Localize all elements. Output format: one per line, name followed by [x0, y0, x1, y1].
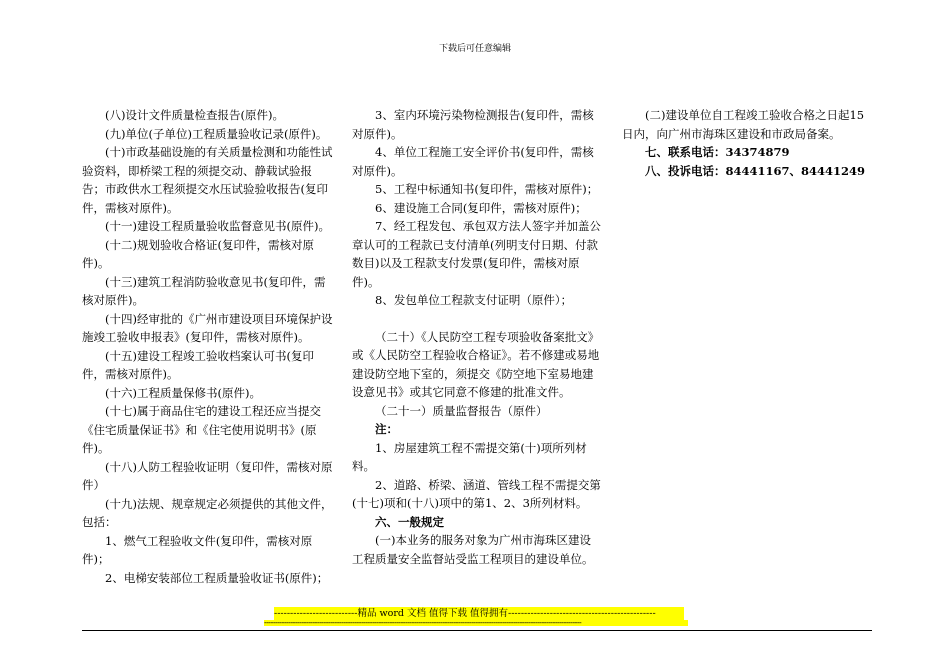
column-3 — [622, 106, 872, 180]
column-1 — [82, 106, 334, 587]
footer-watermark-line: --------------------------精品 word 文档 值得下载 值得拥有---------------------------------------------- — [274, 607, 684, 621]
note-label: 注： — [375, 422, 398, 436]
item-9: (九)单位(子单位)工程质量验收记录(原件)。 — [105, 126, 328, 141]
item-13: (十三)建筑工程消防验收意见书(复印件，需核对原件)。 — [82, 274, 326, 307]
contact-phone: 七、联系电话：34374879 — [645, 145, 790, 159]
note-2: 2、道路、桥梁、涵道、管线工程不需提交第(十七)项和(十八)项中的第1、2、3所列材料。 — [352, 477, 601, 510]
item-19-5: 5、工程中标通知书(复印件，需核对原件)； — [375, 182, 599, 196]
column-2 — [352, 106, 602, 568]
item-20: （二十）《人民防空工程专项验收备案批文》或《人民防空工程验收合格证》。若不修建或易地建设防空地下室的，须提交《防空地下室易地建设意见书》或其它同意不修建的批准文件。 — [352, 329, 600, 399]
item-16: (十六)工程质量保修书(原件)。 — [105, 385, 261, 400]
item-19-6: 6、建设施工合同(复印件，需核对原件)； — [375, 200, 587, 215]
item-18: (十八)人防工程验收证明（复印件，需核对原件） — [82, 459, 333, 492]
item-11: (十一)建设工程质量验收监督意见书(原件)。 — [105, 219, 330, 233]
item-19-1: 1、燃气工程验收文件(复印件，需核对原件)； — [82, 533, 313, 566]
item-12: (十二)规划验收合格证(复印件，需核对原件)。 — [82, 237, 314, 270]
item-19-2: 2、电梯安装部位工程质量验收证书(原件)； — [105, 570, 329, 585]
item-19-8: 8、发包单位工程款支付证明（原件）； — [375, 293, 573, 307]
item-17: (十七)属于商品住宅的建设工程还应当提交《住宅质量保证书》和《住宅使用说明书》(原件)。 — [82, 404, 321, 455]
complaint-phone: 八、投诉电话：84441167、84441249 — [645, 163, 866, 178]
page-header: 下载后可任意编辑 — [438, 44, 511, 54]
item-21: （二十一）质量监督报告（原件） — [375, 403, 548, 418]
item-19: (十九)法规、规章规定必须提供的其他文件，包括： — [82, 496, 333, 529]
footer-rule — [82, 630, 872, 631]
section-6-item-2: (二)建设单位自工程竣工验收合格之日起15日内，向广州市海珠区建设和市政局备案。 — [622, 108, 865, 141]
footer-dash-line: ------------------------------------------------------------------------------------------------------------------------------------------------ — [264, 620, 688, 626]
spacer — [352, 310, 602, 328]
section-6-heading: 六、一般规定 — [375, 514, 444, 529]
item-8: (八)设计文件质量检查报告(原件)。 — [105, 108, 284, 122]
item-14: (十四)经审批的《广州市建设项目环境保护设施竣工验收申报表》(复印件，需核对原件)。 — [82, 311, 333, 344]
section-6-item-1: (一)本业务的服务对象为广州市海珠区建设工程质量安全监督站受监工程项目的建设单位。 — [352, 533, 594, 566]
note-1: 1、房屋建筑工程不需提交第(十)项所列材料。 — [352, 440, 587, 473]
item-10: (十)市政基础设施的有关质量检测和功能性试验资料，即桥梁工程的须提交动、静载试验报告；市政供水工程须提交水压试验验收报告(复印件，需核对原件)。 — [82, 145, 333, 215]
item-15: (十五)建设工程竣工验收档案认可书(复印件，需核对原件)。 — [82, 348, 314, 381]
item-19-7: 7、经工程发包、承包双方法人签字并加盖公章认可的工程款已支付清单(列明支付日期、付款数目)以及工程款支付发票(复印件，需核对原件)。 — [352, 219, 601, 289]
item-19-4: 4、单位工程施工安全评价书(复印件，需核对原件)。 — [352, 145, 594, 178]
item-19-3: 3、室内环境污染物检测报告(复印件，需核对原件)。 — [352, 108, 594, 141]
